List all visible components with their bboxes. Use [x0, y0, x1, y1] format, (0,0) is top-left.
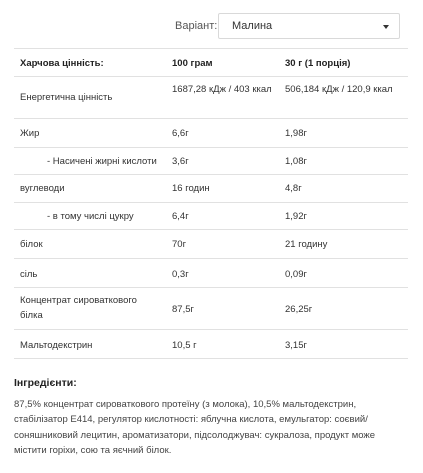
- row-per-serving: 26,25г: [285, 304, 313, 315]
- variant-label: Варіант:: [175, 20, 218, 32]
- ingredients-title: Інгредієнти:: [14, 377, 77, 389]
- table-header-row: [14, 49, 408, 77]
- row-per-serving: 4,8г: [285, 183, 302, 194]
- row-name: сіль: [20, 269, 38, 280]
- variant-row: [0, 13, 423, 39]
- row-per100: 10,5 г: [172, 340, 197, 351]
- header-per-100g: 100 грам: [172, 58, 213, 69]
- table-row: [14, 230, 408, 259]
- row-per100: 3,6г: [172, 156, 189, 167]
- variant-select[interactable]: [218, 13, 400, 39]
- row-per-serving: 506,184 кДж / 120,9 ккал: [285, 84, 393, 95]
- table-row: [14, 203, 408, 230]
- table-row: [14, 288, 408, 330]
- row-name: білок: [20, 239, 43, 250]
- row-per-serving: 1,08г: [285, 156, 307, 167]
- row-per100: 16 годин: [172, 183, 210, 194]
- table-row: [14, 259, 408, 288]
- row-per-serving: 3,15г: [285, 340, 307, 351]
- row-per100: 6,4г: [172, 211, 189, 222]
- row-per-serving: 1,92г: [285, 211, 307, 222]
- row-name: Концентрат сироваткового білка: [20, 295, 137, 321]
- table-row: [14, 119, 408, 148]
- row-per100: 0,3г: [172, 269, 189, 280]
- table-row: [14, 148, 408, 175]
- row-name: вуглеводи: [20, 183, 65, 194]
- row-per-serving: 21 годину: [285, 239, 328, 250]
- row-per-serving: 1,98г: [285, 128, 307, 139]
- row-name: Енергетична цінність: [20, 92, 113, 103]
- row-per100: 1687,28 кДж / 403 ккал: [172, 84, 272, 95]
- row-per100: 70г: [172, 239, 187, 250]
- header-per-serving: 30 г (1 порція): [285, 58, 351, 69]
- caret-down-icon: [383, 25, 389, 29]
- header-nutrition: Харчова цінність:: [20, 58, 104, 69]
- variant-selected-value: Малина: [232, 20, 273, 32]
- row-per100: 6,6г: [172, 128, 189, 139]
- nutrition-table: [14, 48, 408, 359]
- table-row: [14, 77, 408, 119]
- ingredients-text: 87,5% концентрат сироваткового протеїну (з молока), 10,5% мальтодекстрин, стабілізатор Е414, регулятор кислотності: яблучна кислота, емульгатор: соєвий/ соняшниковий лецитин, ароматизатори, підсолоджувач: сукралоза, продукт може містити горіхи, сою та яєчний білок.: [14, 399, 376, 456]
- table-row: [14, 330, 408, 359]
- row-per-serving: 0,09г: [285, 269, 307, 280]
- row-name: - в тому числі цукру: [47, 211, 134, 222]
- row-per100: 87,5г: [172, 304, 194, 315]
- row-name: - Насичені жирні кислоти: [47, 156, 157, 167]
- row-name: Мальтодекстрин: [20, 340, 93, 351]
- table-row: [14, 175, 408, 203]
- row-name: Жир: [20, 128, 40, 139]
